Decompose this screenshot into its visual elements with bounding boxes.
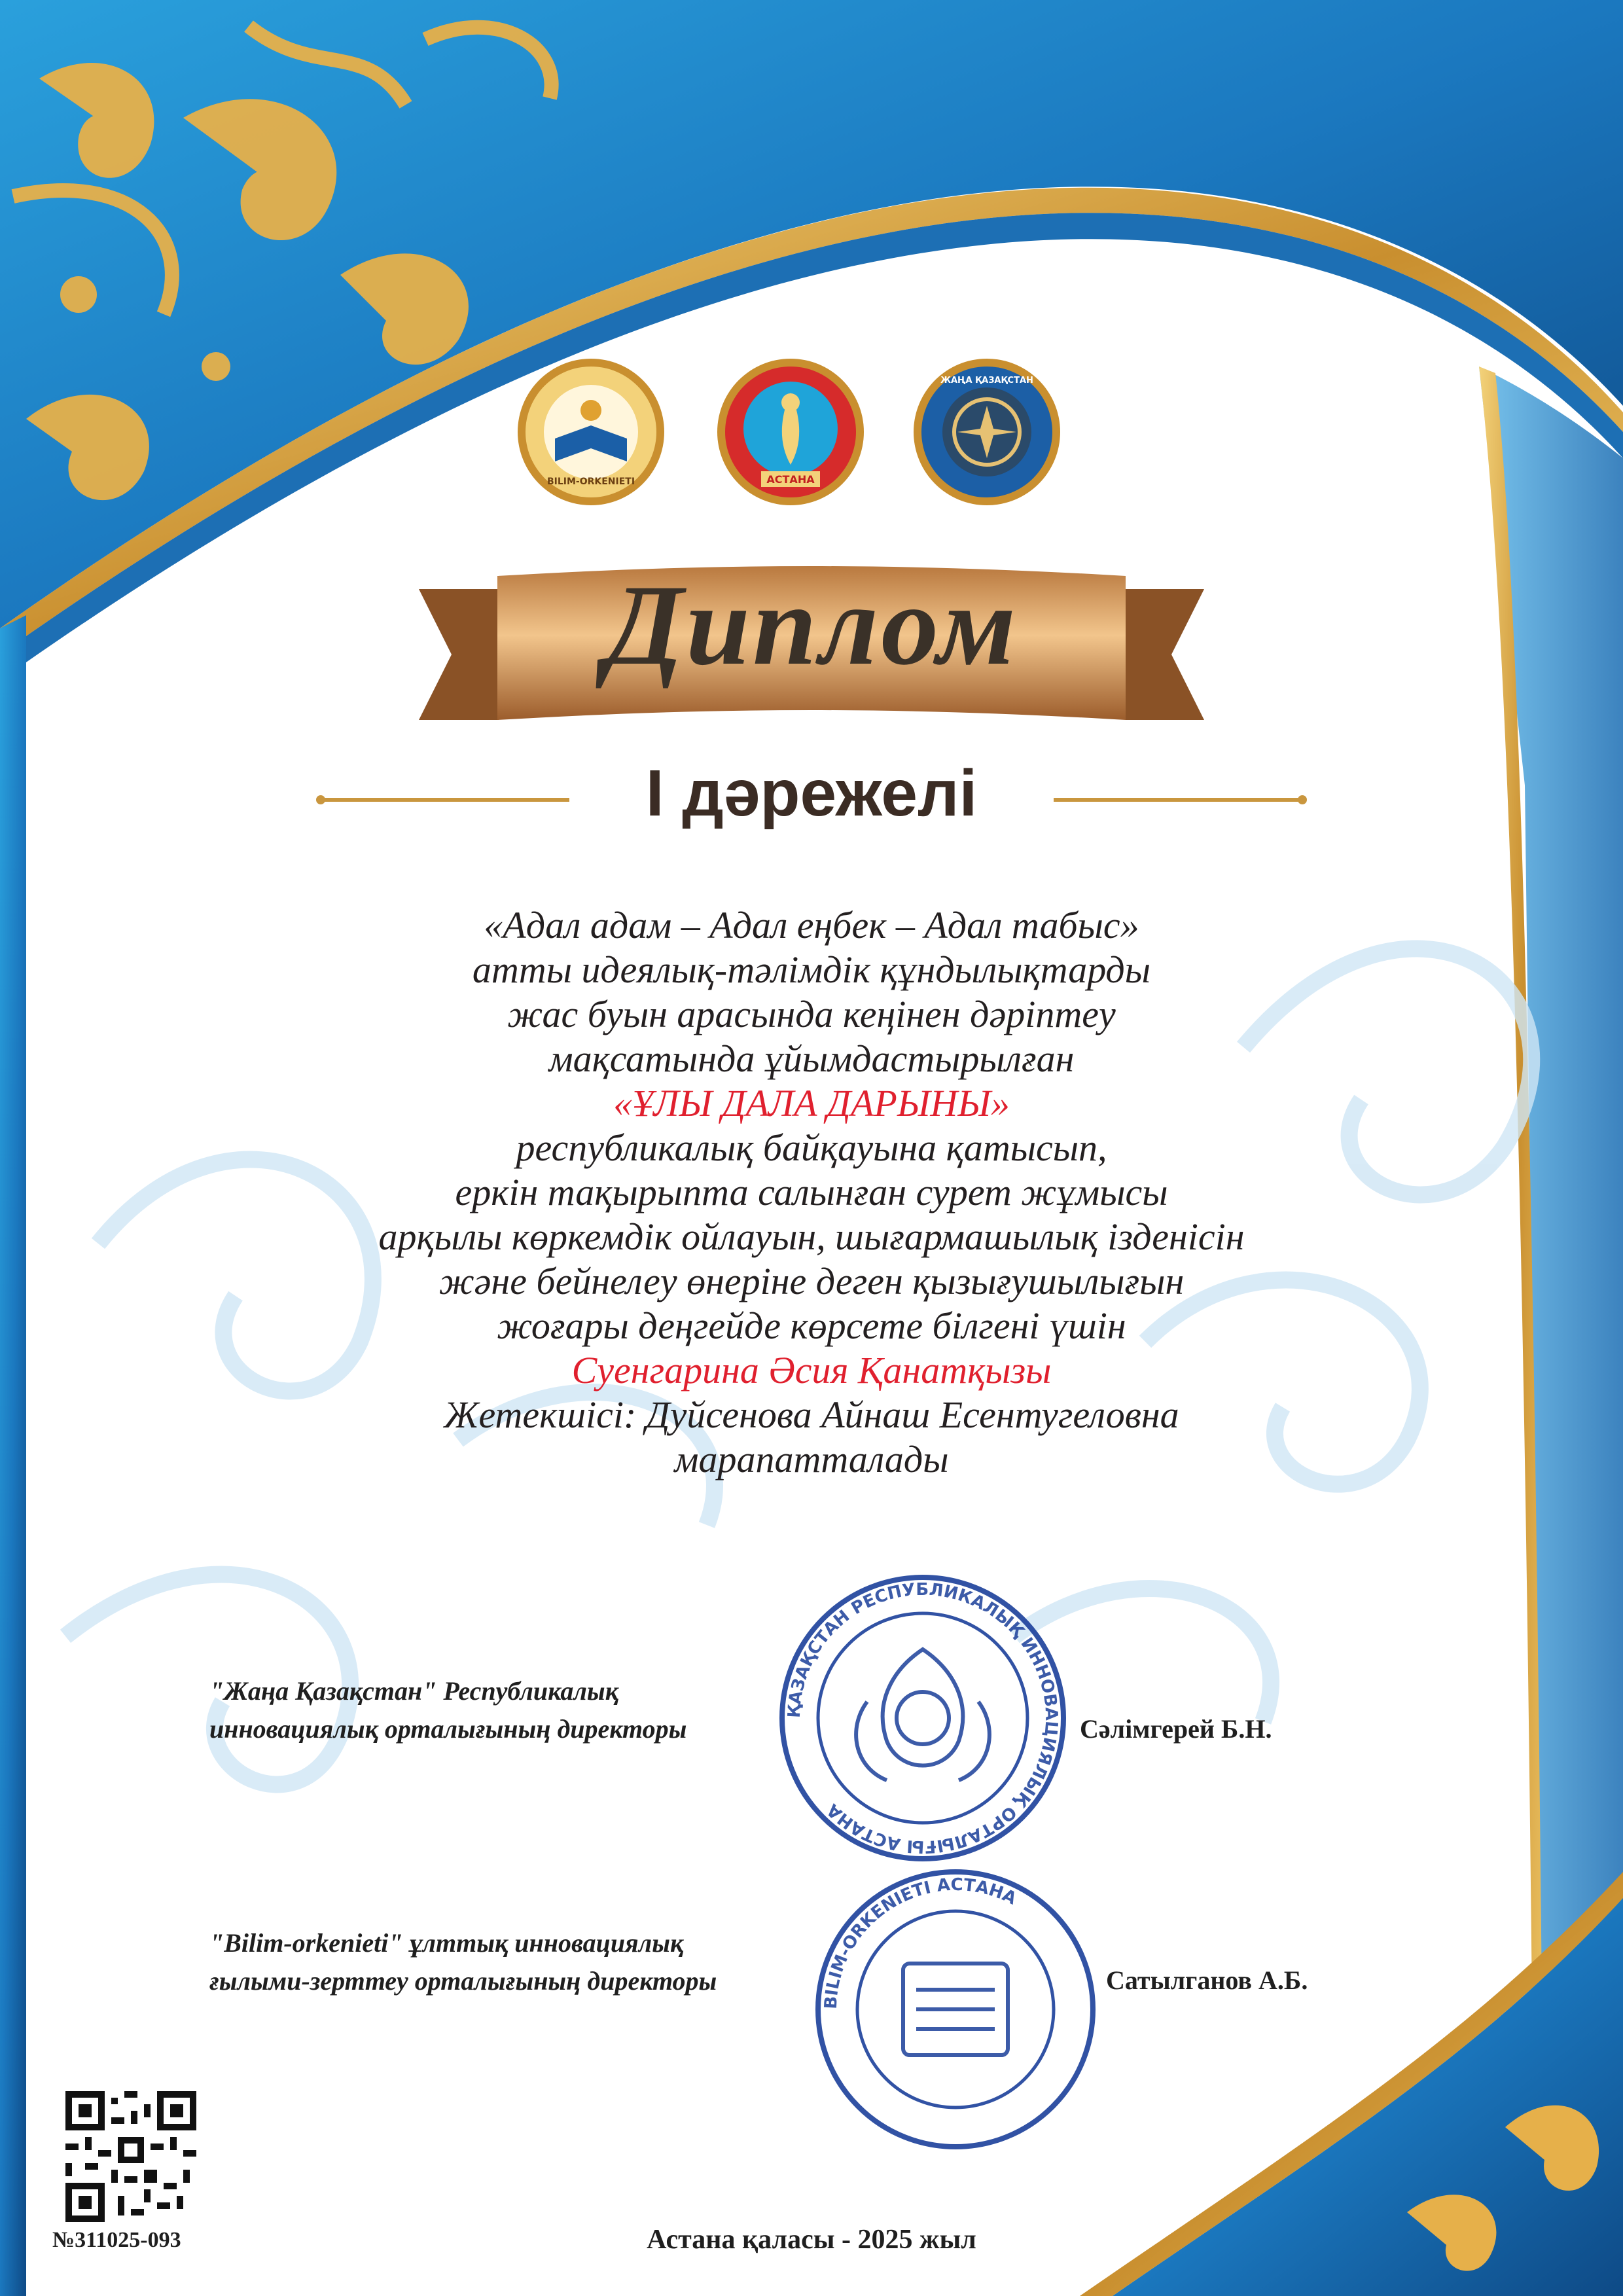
body-line: жоғары деңгейде көрсете білгені үшін	[497, 1304, 1126, 1347]
signature-name-2: Сатылганов А.Б.	[1106, 1965, 1308, 1995]
body-line: және бейнелеу өнеріне деген қызығушылығын	[438, 1260, 1185, 1302]
body-line: арқылы көркемдік ойлауын, шығармашылық ізденісін	[378, 1215, 1245, 1258]
certificate-number: №311025-093	[52, 2228, 181, 2252]
stamp-zhana-kazakhstan	[776, 1571, 1070, 1865]
svg-text:АСТАНА: АСТАНА	[766, 473, 815, 486]
svg-text:ЖАҢА ҚАЗАҚСТАН: ЖАҢА ҚАЗАҚСТАН	[940, 376, 1033, 386]
footer-place-year: Астана қаласы - 2025 жыл	[647, 2225, 976, 2255]
body-line: жас буын арасында кеңінен дәріптеу	[507, 993, 1116, 1035]
award-text	[196, 903, 1427, 1482]
qr-code	[65, 2091, 196, 2222]
signature-org-line: "Жаңа Қазақстан" Республикалық	[209, 1676, 618, 1706]
signature-org-2	[209, 1924, 717, 2000]
svg-text:BILIM-ORKENIETI: BILIM-ORKENIETI	[546, 476, 635, 487]
zhana-kazakhstan-emblem	[912, 357, 1062, 507]
stamp-bilim-orkenieti	[812, 1865, 1099, 2153]
signature-org-line: "Bilim-orkenieti" ұлттық инновациялық	[209, 1928, 684, 1958]
body-line: республикалық байқауына қатысып,	[516, 1126, 1107, 1169]
svg-text:ҚАЗАҚСТАН РЕСПУБЛИКАЛЫҚ ИННОВА: ҚАЗАҚСТАН РЕСПУБЛИКАЛЫҚ ИННОВАЦИЯЛЫҚ ОРТАЛЫҒЫ АСТАНА	[784, 1579, 1061, 1857]
signature-name-1: Сәлімгерей Б.Н.	[1080, 1714, 1272, 1744]
supervisor-line: Жетекшісі: Дуйсенова Айнаш Есентугеловна	[444, 1393, 1179, 1436]
body-line: атты идеялық-тәлімдік құндылықтарды	[472, 948, 1151, 991]
awarded-line: марапатталады	[674, 1438, 949, 1480]
body-line: «Адал адам – Адал еңбек – Адал табыс»	[484, 904, 1139, 946]
signature-org-line: инновациялық орталығының директоры	[209, 1714, 687, 1744]
awardee-name: Суенгарина Әсия Қанатқызы	[571, 1349, 1052, 1391]
body-line: еркін тақырыпта салынған сурет жұмысы	[455, 1171, 1168, 1213]
astana-emblem	[715, 357, 866, 507]
signature-org-line: ғылыми-зерттеу орталығының директоры	[209, 1966, 717, 1996]
bilim-orkenieti-emblem	[516, 357, 666, 507]
body-line: мақсатында ұйымдастырылған	[548, 1037, 1075, 1080]
svg-text:BILIM-ORKENIETI АСТАНА: BILIM-ORKENIETI АСТАНА	[821, 1874, 1020, 2010]
contest-name: «ҰЛЫ ДАЛА ДАРЫНЫ»	[613, 1082, 1010, 1124]
signature-org-1	[209, 1672, 687, 1748]
degree-label: І дәрежелі	[645, 757, 978, 830]
diploma-title: Диплом	[604, 562, 1019, 689]
